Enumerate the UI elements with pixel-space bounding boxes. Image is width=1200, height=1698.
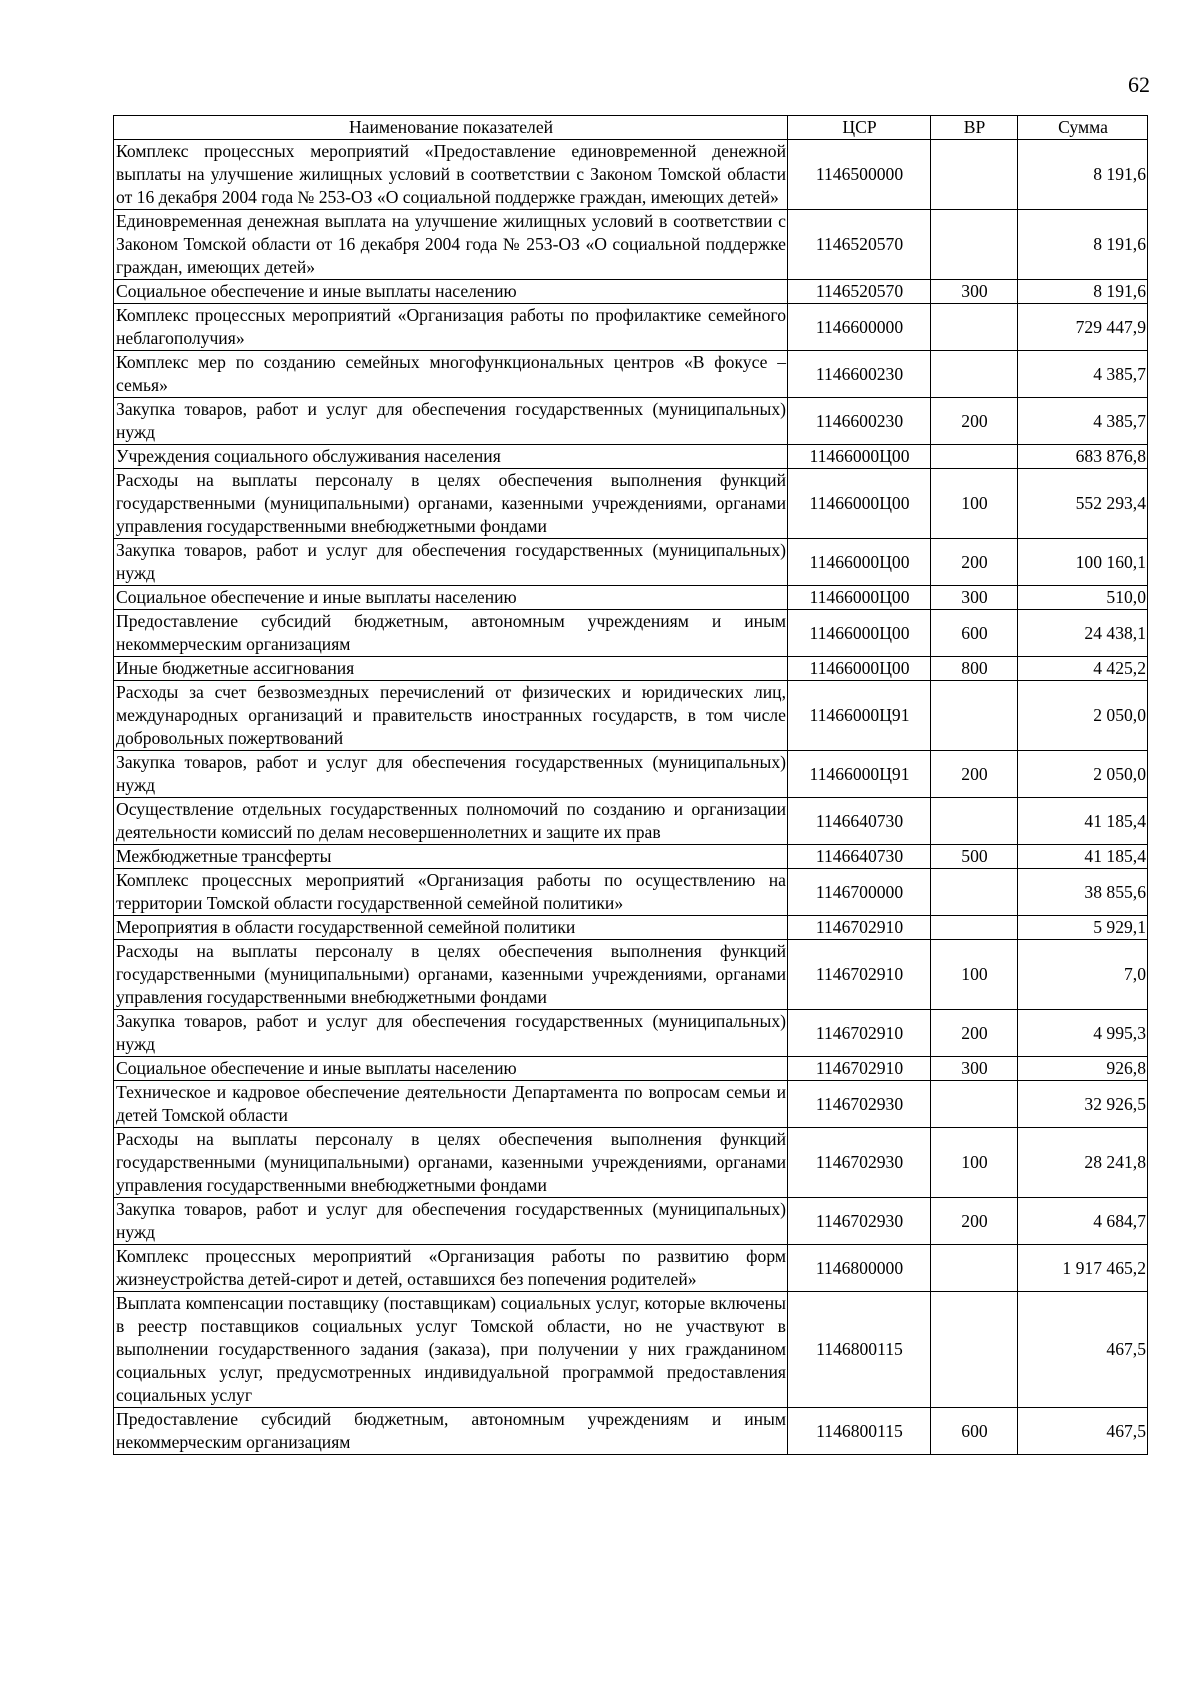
- table-row: [114, 140, 1148, 210]
- cell-sum: 2 050,0: [1018, 681, 1148, 751]
- cell-csr: 11466000Ц91: [788, 751, 931, 798]
- table-row: [114, 304, 1148, 351]
- cell-vr: [931, 445, 1018, 469]
- cell-csr: 1146640730: [788, 845, 931, 869]
- cell-csr: 1146600230: [788, 351, 931, 398]
- table-row: [114, 1128, 1148, 1198]
- table-row: [114, 398, 1148, 445]
- cell-vr: 300: [931, 586, 1018, 610]
- table-row: [114, 751, 1148, 798]
- cell-sum: 729 447,9: [1018, 304, 1148, 351]
- cell-sum: 4 425,2: [1018, 657, 1148, 681]
- cell-csr: 1146600230: [788, 398, 931, 445]
- cell-csr: 1146702930: [788, 1081, 931, 1128]
- table-row: [114, 351, 1148, 398]
- table-row: [114, 1408, 1148, 1455]
- cell-vr: [931, 140, 1018, 210]
- cell-csr: 1146702910: [788, 1010, 931, 1057]
- cell-vr: 300: [931, 280, 1018, 304]
- cell-name: Расходы на выплаты персоналу в целях обеспечения выполнения функций государственными (муниципальными) органами, казенными учреждениями, органами управления государственными внебюджетными фондами: [114, 469, 788, 539]
- cell-csr: 11466000Ц00: [788, 610, 931, 657]
- cell-name: Расходы за счет безвозмездных перечислений от физических и юридических лиц, международных организаций и правительств иностранных государств, в том числе добровольных пожертвований: [114, 681, 788, 751]
- cell-name: Выплата компенсации поставщику (поставщикам) социальных услуг, которые включены в реестр поставщиков социальных услуг Томской области, но не участвуют в выполнении государственного задания (заказа), при получении у них гражданином социальных услуг, предусмотренных индивидуальной программой предоставления социальных услуг: [114, 1292, 788, 1408]
- table-row: [114, 798, 1148, 845]
- cell-sum: 24 438,1: [1018, 610, 1148, 657]
- cell-vr: 200: [931, 751, 1018, 798]
- cell-name: Закупка товаров, работ и услуг для обеспечения государственных (муниципальных) нужд: [114, 1198, 788, 1245]
- cell-name: Комплекс мер по созданию семейных многофункциональных центров «В фокусе – семья»: [114, 351, 788, 398]
- header-csr: ЦСР: [788, 116, 931, 140]
- page-number: 62: [1128, 72, 1150, 97]
- cell-name: Закупка товаров, работ и услуг для обеспечения государственных (муниципальных) нужд: [114, 539, 788, 586]
- cell-sum: 32 926,5: [1018, 1081, 1148, 1128]
- cell-vr: [931, 1081, 1018, 1128]
- table-row: [114, 210, 1148, 280]
- cell-vr: 100: [931, 940, 1018, 1010]
- cell-vr: 200: [931, 398, 1018, 445]
- cell-name: Межбюджетные трансферты: [114, 845, 788, 869]
- table-row: [114, 1198, 1148, 1245]
- table-row: [114, 1081, 1148, 1128]
- cell-vr: 600: [931, 610, 1018, 657]
- cell-sum: 8 191,6: [1018, 280, 1148, 304]
- cell-vr: [931, 681, 1018, 751]
- table-row: [114, 845, 1148, 869]
- cell-csr: 1146702930: [788, 1128, 931, 1198]
- cell-name: Социальное обеспечение и иные выплаты населению: [114, 1057, 788, 1081]
- header-name: Наименование показателей: [114, 116, 788, 140]
- table-row: [114, 445, 1148, 469]
- cell-name: Предоставление субсидий бюджетным, автономным учреждениям и иным некоммерческим организациям: [114, 1408, 788, 1455]
- cell-csr: 11466000Ц91: [788, 681, 931, 751]
- cell-sum: 2 050,0: [1018, 751, 1148, 798]
- table-row: [114, 280, 1148, 304]
- table-row: [114, 539, 1148, 586]
- cell-name: Мероприятия в области государственной семейной политики: [114, 916, 788, 940]
- table-row: [114, 469, 1148, 539]
- table-row: [114, 916, 1148, 940]
- cell-sum: 926,8: [1018, 1057, 1148, 1081]
- cell-vr: 500: [931, 845, 1018, 869]
- cell-name: Социальное обеспечение и иные выплаты населению: [114, 280, 788, 304]
- cell-name: Учреждения социального обслуживания населения: [114, 445, 788, 469]
- cell-name: Предоставление субсидий бюджетным, автономным учреждениям и иным некоммерческим организациям: [114, 610, 788, 657]
- cell-vr: 600: [931, 1408, 1018, 1455]
- table-row: [114, 610, 1148, 657]
- cell-csr: 1146640730: [788, 798, 931, 845]
- cell-vr: 200: [931, 539, 1018, 586]
- cell-name: Единовременная денежная выплата на улучшение жилищных условий в соответствии с Законом Томской области от 16 декабря 2004 года № 253-ОЗ «О социальной поддержке граждан, имеющих детей»: [114, 210, 788, 280]
- cell-vr: 100: [931, 469, 1018, 539]
- cell-vr: [931, 869, 1018, 916]
- cell-sum: 7,0: [1018, 940, 1148, 1010]
- cell-vr: [931, 210, 1018, 280]
- cell-csr: 1146520570: [788, 280, 931, 304]
- header-sum: Сумма: [1018, 116, 1148, 140]
- table-row: [114, 1245, 1148, 1292]
- cell-vr: [931, 1292, 1018, 1408]
- cell-vr: 200: [931, 1010, 1018, 1057]
- cell-sum: 683 876,8: [1018, 445, 1148, 469]
- cell-name: Комплекс процессных мероприятий «Организация работы по осуществлению на территории Томской области государственной семейной политики»: [114, 869, 788, 916]
- table-row: [114, 940, 1148, 1010]
- cell-vr: [931, 798, 1018, 845]
- cell-csr: 11466000Ц00: [788, 539, 931, 586]
- cell-name: Закупка товаров, работ и услуг для обеспечения государственных (муниципальных) нужд: [114, 1010, 788, 1057]
- table-row: [114, 1010, 1148, 1057]
- table-row: [114, 1292, 1148, 1408]
- cell-name: Расходы на выплаты персоналу в целях обеспечения выполнения функций государственными (муниципальными) органами, казенными учреждениями, органами управления государственными внебюджетными фондами: [114, 1128, 788, 1198]
- cell-vr: 100: [931, 1128, 1018, 1198]
- cell-csr: 11466000Ц00: [788, 586, 931, 610]
- cell-csr: 11466000Ц00: [788, 445, 931, 469]
- cell-csr: 1146600000: [788, 304, 931, 351]
- table-header-row: [114, 116, 1148, 140]
- cell-csr: 1146800115: [788, 1408, 931, 1455]
- cell-csr: 1146702910: [788, 1057, 931, 1081]
- table-row: [114, 869, 1148, 916]
- cell-name: Осуществление отдельных государственных полномочий по созданию и организации деятельности комиссий по делам несовершеннолетних и защите их прав: [114, 798, 788, 845]
- cell-name: Расходы на выплаты персоналу в целях обеспечения выполнения функций государственными (муниципальными) органами, казенными учреждениями, органами управления государственными внебюджетными фондами: [114, 940, 788, 1010]
- cell-csr: 1146800000: [788, 1245, 931, 1292]
- cell-sum: 100 160,1: [1018, 539, 1148, 586]
- cell-vr: [931, 304, 1018, 351]
- cell-sum: 41 185,4: [1018, 845, 1148, 869]
- cell-sum: 467,5: [1018, 1292, 1148, 1408]
- cell-sum: 8 191,6: [1018, 140, 1148, 210]
- cell-sum: 4 385,7: [1018, 398, 1148, 445]
- cell-name: Социальное обеспечение и иные выплаты населению: [114, 586, 788, 610]
- cell-csr: 1146702930: [788, 1198, 931, 1245]
- cell-name: Закупка товаров, работ и услуг для обеспечения государственных (муниципальных) нужд: [114, 398, 788, 445]
- cell-name: Иные бюджетные ассигнования: [114, 657, 788, 681]
- cell-sum: 552 293,4: [1018, 469, 1148, 539]
- cell-name: Комплекс процессных мероприятий «Организация работы по профилактике семейного неблагополучия»: [114, 304, 788, 351]
- cell-sum: 4 995,3: [1018, 1010, 1148, 1057]
- header-vr: ВР: [931, 116, 1018, 140]
- cell-vr: [931, 916, 1018, 940]
- cell-csr: 1146700000: [788, 869, 931, 916]
- table-row: [114, 657, 1148, 681]
- cell-vr: [931, 1245, 1018, 1292]
- cell-vr: 200: [931, 1198, 1018, 1245]
- cell-csr: 1146800115: [788, 1292, 931, 1408]
- cell-csr: 1146702910: [788, 916, 931, 940]
- cell-sum: 8 191,6: [1018, 210, 1148, 280]
- cell-sum: 1 917 465,2: [1018, 1245, 1148, 1292]
- cell-vr: [931, 351, 1018, 398]
- cell-csr: 1146500000: [788, 140, 931, 210]
- cell-sum: 5 929,1: [1018, 916, 1148, 940]
- cell-sum: 510,0: [1018, 586, 1148, 610]
- cell-csr: 11466000Ц00: [788, 657, 931, 681]
- cell-sum: 41 185,4: [1018, 798, 1148, 845]
- budget-table: [113, 115, 1148, 1455]
- cell-name: Комплекс процессных мероприятий «Организация работы по развитию форм жизнеустройства детей-сирот и детей, оставшихся без попечения родителей»: [114, 1245, 788, 1292]
- table-row: [114, 681, 1148, 751]
- cell-vr: 300: [931, 1057, 1018, 1081]
- table-row: [114, 586, 1148, 610]
- cell-csr: 1146702910: [788, 940, 931, 1010]
- table-row: [114, 1057, 1148, 1081]
- cell-name: Техническое и кадровое обеспечение деятельности Департамента по вопросам семьи и детей Томской области: [114, 1081, 788, 1128]
- cell-sum: 28 241,8: [1018, 1128, 1148, 1198]
- cell-csr: 11466000Ц00: [788, 469, 931, 539]
- cell-sum: 4 684,7: [1018, 1198, 1148, 1245]
- cell-vr: 800: [931, 657, 1018, 681]
- cell-sum: 38 855,6: [1018, 869, 1148, 916]
- cell-csr: 1146520570: [788, 210, 931, 280]
- cell-sum: 467,5: [1018, 1408, 1148, 1455]
- cell-sum: 4 385,7: [1018, 351, 1148, 398]
- table-body: [114, 140, 1148, 1455]
- cell-name: Комплекс процессных мероприятий «Предоставление единовременной денежной выплаты на улучшение жилищных условий в соответствии с Законом Томской области от 16 декабря 2004 года № 253-ОЗ «О социальной поддержке граждан, имеющих детей»: [114, 140, 788, 210]
- cell-name: Закупка товаров, работ и услуг для обеспечения государственных (муниципальных) нужд: [114, 751, 788, 798]
